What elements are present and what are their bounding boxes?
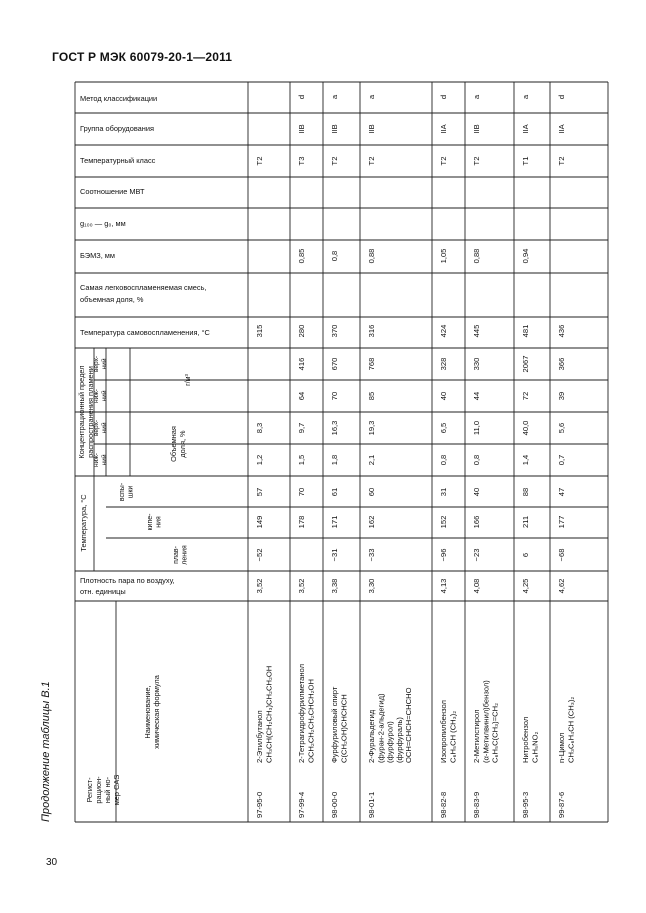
row-uv: 9,7 xyxy=(297,422,306,434)
row-melt: −23 xyxy=(472,548,481,562)
row-uv: 40,0 xyxy=(521,420,530,436)
header-melt: плав- ления xyxy=(173,545,189,565)
row-cas: 97-95-0 xyxy=(255,791,264,818)
row-uv: 6,5 xyxy=(439,422,448,434)
row-group: IIA xyxy=(439,124,448,134)
table-caption: Продолжение таблицы В.1 xyxy=(40,681,52,822)
header-easiest-mix-unit: объемная доля, % xyxy=(80,295,144,304)
row-lv: 0,7 xyxy=(557,454,566,466)
header-method: Метод классификации xyxy=(80,94,158,103)
row-lg: 39 xyxy=(557,391,566,401)
row-density: 3,38 xyxy=(330,578,339,594)
header-upper-gm3: верх-ний xyxy=(93,355,109,373)
row-tclass: T1 xyxy=(521,156,530,166)
header-density: Плотность пара по воздуху, xyxy=(80,576,175,585)
row-lv: 0,8 xyxy=(472,454,481,466)
row-lg: 85 xyxy=(367,391,376,401)
row-ug: 328 xyxy=(439,357,448,371)
row-density: 3,30 xyxy=(367,578,376,594)
row-uv: 5,6 xyxy=(557,422,566,434)
header-boil: кипе- ния xyxy=(147,513,163,531)
row-tclass: T3 xyxy=(297,156,306,166)
row-name: 2-Фуральдегид(фуран-2-альдегид)(фурфурол)(фурфураль)OCH=CHCH=CHCHO xyxy=(367,687,414,763)
row-density: 4,62 xyxy=(557,578,566,594)
row-ait: 316 xyxy=(367,324,376,338)
row-name: 2-ТетрагидрофурилметанолOCH₂CH₂CH₂CHCH₂OH xyxy=(297,663,316,763)
row-density: 4,13 xyxy=(439,578,448,594)
row-lg: 40 xyxy=(439,391,448,401)
row-melt: −31 xyxy=(330,548,339,562)
row-tclass: T2 xyxy=(367,156,376,166)
header-gm3-unit: г/м³ xyxy=(185,374,192,386)
row-cas: 98-00-0 xyxy=(330,791,339,818)
row-flash: 40 xyxy=(472,487,481,497)
header-conc-limit: Концентрационный пределраспространения пламени xyxy=(77,365,96,459)
row-group: IIA xyxy=(521,124,530,134)
row-melt: −96 xyxy=(439,548,448,562)
row-lv: 1,2 xyxy=(255,454,264,466)
row-group: IIB xyxy=(367,124,376,134)
row-boil: 178 xyxy=(297,515,306,529)
header-mvt: Соотношение МВТ xyxy=(80,187,145,196)
row-method: d xyxy=(297,94,306,100)
row-method: d xyxy=(557,94,566,100)
document-title: ГОСТ Р МЭК 60079-20-1—2011 xyxy=(52,50,233,64)
header-lower-vol: ниж-ний xyxy=(93,453,109,467)
row-ug: 670 xyxy=(330,357,339,371)
row-uv: 19,3 xyxy=(367,420,376,436)
page-number: 30 xyxy=(46,857,58,868)
row-group: IIB xyxy=(472,124,481,134)
row-method: a xyxy=(367,94,376,100)
header-vol-percent: Объемнаядоля, % xyxy=(169,426,188,462)
row-bemz: 0,85 xyxy=(297,248,306,264)
row-lg: 44 xyxy=(472,391,481,401)
row-ait: 436 xyxy=(557,324,566,338)
row-lg: 64 xyxy=(297,391,306,401)
row-ait: 445 xyxy=(472,324,481,338)
row-boil: 177 xyxy=(557,515,566,529)
row-flash: 61 xyxy=(330,487,339,497)
row-group: IIB xyxy=(297,124,306,134)
header-g100: g₁₀₀ — g₀, мм xyxy=(80,219,126,228)
row-lv: 1,4 xyxy=(521,454,530,466)
row-density: 4,08 xyxy=(472,578,481,594)
row-tclass: T2 xyxy=(439,156,448,166)
header-temperature: Температура, °С xyxy=(79,494,88,552)
row-flash: 31 xyxy=(439,487,448,497)
row-density: 3,52 xyxy=(255,578,264,594)
row-group: IIB xyxy=(330,124,339,134)
row-bemz: 0,88 xyxy=(367,248,376,264)
row-ug: 330 xyxy=(472,357,481,371)
row-cas: 97-99-4 xyxy=(297,791,306,818)
row-tclass: T2 xyxy=(557,156,566,166)
row-boil: 149 xyxy=(255,515,264,529)
row-cas: 98-95-3 xyxy=(521,791,530,818)
header-density-unit: отн. единицы xyxy=(80,587,126,596)
row-flash: 47 xyxy=(557,487,566,497)
header-lower-gm3: ниж-ний xyxy=(93,389,109,403)
row-method: a xyxy=(472,94,481,100)
row-ait: 481 xyxy=(521,324,530,338)
row-name: 2-ЭтилбутанолCH₃CH(CH₂CH₃)CH₂CH₂OH xyxy=(255,665,274,763)
row-lg: 72 xyxy=(521,391,530,401)
row-name: ИзопропилбензолC₆H₅CH (CH₃)₂ xyxy=(439,700,458,763)
row-name: 2-Метилстирол(α-Метилвинил)бензол)C₆H₅C(CH₃)=CH₂ xyxy=(472,680,500,763)
row-lv: 1,5 xyxy=(297,454,306,466)
row-name: Фурфуриловый спиртC(CH₂OH)CHCHCH xyxy=(330,686,349,763)
row-boil: 162 xyxy=(367,515,376,529)
row-bemz: 0,88 xyxy=(472,248,481,264)
row-flash: 60 xyxy=(367,487,376,497)
row-melt: −68 xyxy=(557,548,566,562)
row-melt: −52 xyxy=(255,548,264,562)
row-cas: 98-83-9 xyxy=(472,791,481,818)
row-method: d xyxy=(439,94,448,100)
row-flash: 57 xyxy=(255,487,264,497)
header-bemz: БЭМЗ, мм xyxy=(80,251,115,260)
row-tclass: T2 xyxy=(330,156,339,166)
row-flash: 88 xyxy=(521,487,530,497)
row-tclass: T2 xyxy=(255,156,264,166)
row-uv: 16,3 xyxy=(330,420,339,436)
row-bemz: 1,05 xyxy=(439,248,448,264)
row-name: n-ЦимолCH₃C₆H₄CH (CH₃)₂ xyxy=(557,696,576,763)
row-name: НитробензолC₆H₅NO₂ xyxy=(521,716,540,763)
row-melt: 6 xyxy=(521,552,530,558)
header-autoignition: Температура самовоспламенения, °С xyxy=(80,328,210,337)
row-boil: 211 xyxy=(521,515,530,529)
header-upper-vol: верх-ний xyxy=(93,419,109,437)
row-method: a xyxy=(521,94,530,100)
header-group: Группа оборудования xyxy=(80,124,154,133)
row-group: IIA xyxy=(557,124,566,134)
header-name: Наименование,химическая формула xyxy=(143,675,162,749)
row-method: a xyxy=(330,94,339,100)
row-melt: −33 xyxy=(367,548,376,562)
header-flash: вспы- шки xyxy=(119,482,135,502)
row-ait: 424 xyxy=(439,324,448,338)
row-density: 4,25 xyxy=(521,578,530,594)
row-flash: 70 xyxy=(297,487,306,497)
row-lv: 1,8 xyxy=(330,454,339,466)
row-lv: 2,1 xyxy=(367,454,376,466)
row-lg: 70 xyxy=(330,391,339,401)
row-ug: 366 xyxy=(557,357,566,371)
row-boil: 166 xyxy=(472,515,481,529)
row-bemz: 0,94 xyxy=(521,248,530,264)
row-cas: 99-87-6 xyxy=(557,791,566,818)
row-boil: 171 xyxy=(330,515,339,529)
row-boil: 152 xyxy=(439,515,448,529)
header-cas: Регист-рацион-ный но-мер CAS xyxy=(85,774,122,806)
row-lv: 0,8 xyxy=(439,454,448,466)
header-temp-class: Температурный класс xyxy=(80,156,156,165)
row-ug: 416 xyxy=(297,357,306,371)
row-density: 3,52 xyxy=(297,578,306,594)
row-ait: 280 xyxy=(297,324,306,338)
row-ait: 315 xyxy=(255,324,264,338)
row-uv: 11,0 xyxy=(472,420,481,436)
row-tclass: T2 xyxy=(472,156,481,166)
row-uv: 8,3 xyxy=(255,422,264,434)
row-ug: 768 xyxy=(367,357,376,371)
row-bemz: 0,8 xyxy=(330,250,339,262)
header-easiest-mix: Самая легковоспламеняемая смесь, xyxy=(80,283,207,292)
row-ait: 370 xyxy=(330,324,339,338)
row-cas: 98-01-1 xyxy=(367,791,376,818)
row-cas: 98-82-8 xyxy=(439,791,448,818)
row-ug: 2067 xyxy=(521,355,530,373)
